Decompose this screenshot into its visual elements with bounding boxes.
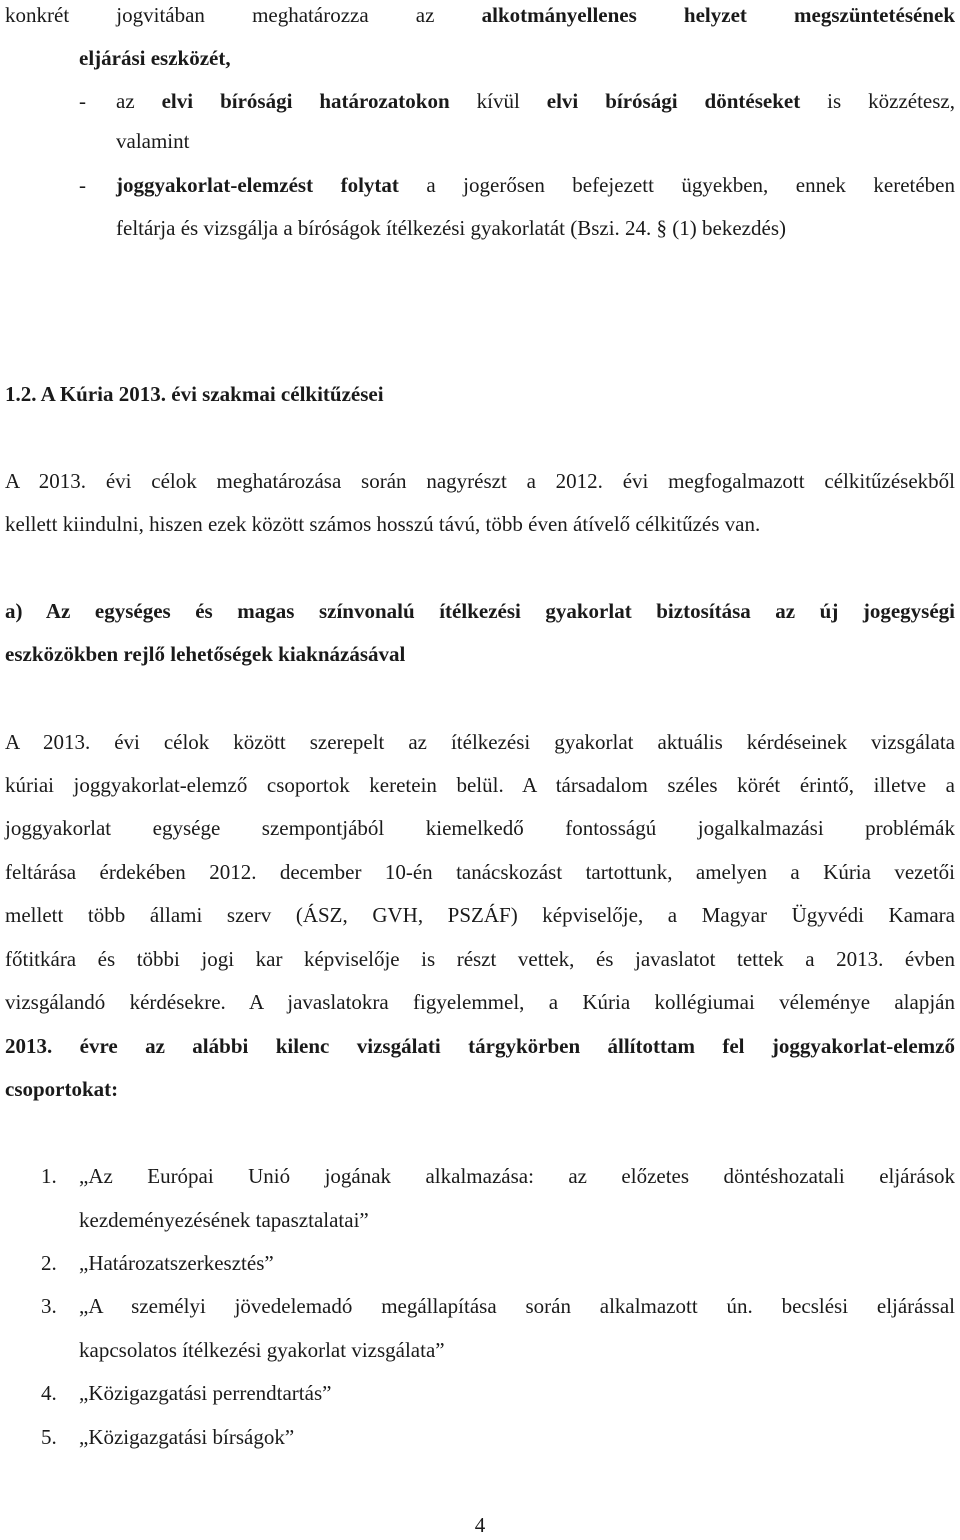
- top-line-2: eljárási eszközét,: [79, 46, 231, 70]
- body-line-9: csoportokat:: [5, 1077, 119, 1101]
- bullet-2-line-2: feltárja és vizsgálja a bíróságok ítélkezési gyakorlatát (Bszi. 24. § (1) bekezdés): [116, 216, 786, 240]
- page-number: 4: [474, 1513, 486, 1537]
- bullet-dash-2: -: [79, 173, 86, 197]
- list-number-2: 2.: [41, 1251, 57, 1275]
- list-number-1: 1.: [41, 1164, 57, 1188]
- list-item-3-line-1: „A személyi jövedelemadó megállapítása során alkalmazott ún. becslési eljárással: [79, 1294, 955, 1318]
- body-line-5: mellett több állami szerv (ÁSZ, GVH, PSZÁF) képviselője, a Magyar Ügyvédi Kamara: [5, 903, 955, 927]
- body-line-8: 2013. évre az alábbi kilenc vizsgálati tárgykörben állítottam fel joggyakorlat-elemző: [5, 1034, 955, 1058]
- intro-line-2: kellett kiindulni, hiszen ezek között számos hosszú távú, több éven átívelő célkitűzés van.: [5, 512, 761, 536]
- body-line-2: kúriai joggyakorlat-elemző csoportok keretein belül. A társadalom széles körét érintő, illetve a: [5, 773, 955, 797]
- subheading-line-1: a) Az egységes és magas színvonalú ítélkezési gyakorlat biztosítása az új jogegységi: [5, 599, 955, 623]
- bullet-2-text: a jogerősen befejezett ügyekben, ennek keretében: [398, 173, 955, 197]
- body-line-4: feltárása érdekében 2012. december 10-én tanácskozást tartottunk, amelyen a Kúria vezetői: [5, 860, 955, 884]
- bullet-1-text-b: kívül: [449, 89, 547, 113]
- body-line-6: főtitkára és többi jogi kar képviselője is részt vettek, és javaslatot tettek a 2013. évben: [5, 947, 955, 971]
- list-number-4: 4.: [41, 1381, 57, 1405]
- bullet-dash-1: -: [79, 89, 86, 113]
- bullet-1-line-2: valamint: [116, 129, 190, 153]
- top-line-1: [5, 0, 955, 30]
- body-line-3: joggyakorlat egysége szempontjából kiemelkedő fontosságú jogalkalmazási problémák: [5, 816, 955, 840]
- bullet-2-line-1: [116, 170, 955, 200]
- list-number-3: 3.: [41, 1294, 57, 1318]
- list-item-4-line-1: „Közigazgatási perrendtartás”: [79, 1381, 332, 1405]
- top-line-1-bold: alkotmányellenes helyzet megszüntetésének: [481, 3, 955, 27]
- top-line-1-text: konkrét jogvitában meghatározza az: [5, 3, 482, 27]
- list-item-1-line-2: kezdeményezésének tapasztalatai”: [79, 1208, 369, 1232]
- list-item-2-line-1: „Határozatszerkesztés”: [79, 1251, 274, 1275]
- body-line-7: vizsgálandó kérdésekre. A javaslatokra figyelemmel, a Kúria kollégiumai véleménye alapján: [5, 990, 955, 1014]
- bullet-1-text-c: is közzétesz,: [800, 89, 955, 113]
- list-item-5-line-1: „Közigazgatási bírságok”: [79, 1425, 295, 1449]
- list-item-1-line-1: „Az Európai Unió jogának alkalmazása: az előzetes döntéshozatali eljárások: [79, 1164, 955, 1188]
- bullet-2-bold: joggyakorlat-elemzést folytat: [116, 173, 399, 197]
- intro-line-1: A 2013. évi célok meghatározása során nagyrészt a 2012. évi megfogalmazott célkitűzésekből: [5, 469, 955, 493]
- bullet-1-text-a: az: [116, 89, 162, 113]
- bullet-1-bold-a: elvi bírósági határozatokon: [161, 89, 450, 113]
- section-heading: 1.2. A Kúria 2013. évi szakmai célkitűzései: [5, 382, 384, 406]
- list-item-3-line-2: kapcsolatos ítélkezési gyakorlat vizsgálata”: [79, 1338, 445, 1362]
- body-line-1: A 2013. évi célok között szerepelt az ítélkezési gyakorlat aktuális kérdéseinek vizsgálata: [5, 730, 955, 754]
- list-number-5: 5.: [41, 1425, 57, 1449]
- bullet-1-bold-b: elvi bírósági döntéseket: [546, 89, 801, 113]
- subheading-line-2: eszközökben rejlő lehetőségek kiaknázásával: [5, 642, 406, 666]
- bullet-1-line-1: [116, 86, 955, 116]
